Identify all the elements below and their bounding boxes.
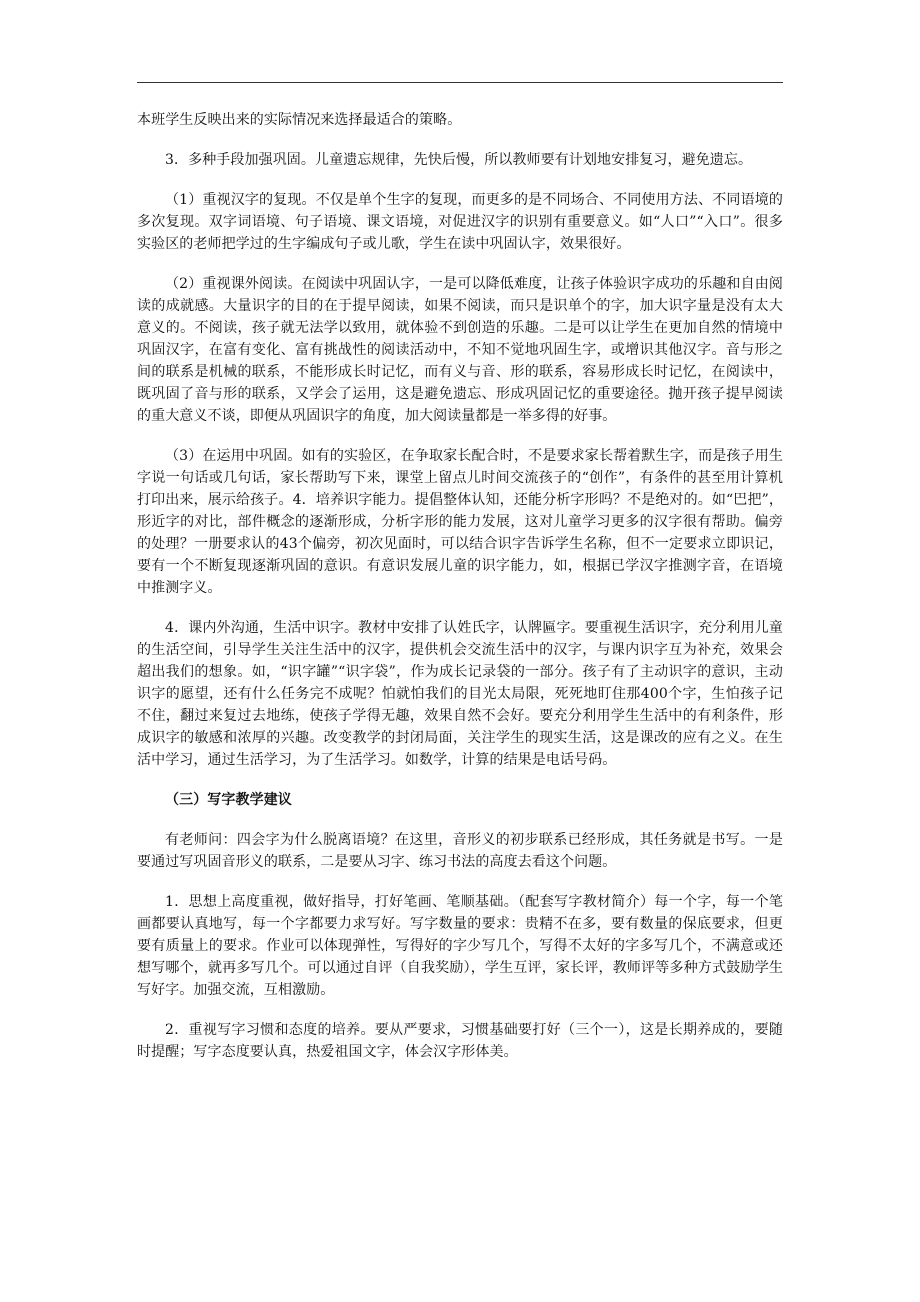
paragraph-character-recurrence: （1）重视汉字的复现。不仅是单个生字的复现，而更多的是不同场合、不同使用方法、不同语境的多次复现。双字词语境、句子语境、课文语境，对促进汉字的识别有重要意义。如“人口”“入口”。很多实验区的老师把学过的生字编成句子或儿歌，学生在读中巩固认字，效果很好。 [137, 192, 783, 252]
header-rule [137, 82, 783, 83]
paragraph-consolidation: 3．多种手段加强巩固。儿童遗忘规律，先快后慢，所以教师要有计划地安排复习，避免遗忘。 [165, 152, 753, 168]
paragraph-writing-guidance: 1．思想上高度重视，做好指导，打好笔画、笔顺基础。（配套写字教材简介）每一个字，每一个笔画都要认真地写，每一个字都要力求写好。写字数量的要求：贵精不在多，要有数量的保底要求，但更要有质量上的要求。作业可以体现弹性，写得好的字少写几个，写得不太好的字多写几个，不满意或还想写哪个，就再多写几个。可以通过自评（自我奖励），学生互评，家长评，教师评等多种方式鼓励学生写好字。加强交流，互相激励。 [137, 894, 783, 998]
paragraph-consolidate-in-use: （3）在运用中巩固。如有的实验区，在争取家长配合时，不是要求家长帮着默生字，而是孩子用生字说一句话或几句话，家长帮助写下来，课堂上留点儿时间交流孩子的“创作”，有条件的甚至用计算机打印出来，展示给孩子。4．培养识字能力。提倡整体认知，还能分析字形吗？不是绝对的。如“巴把”，形近字的对比，部件概念的逐渐形成，分析字形的能力发展，这对儿童学习更多的汉字很有帮助。偏旁的处理？一册要求认的43个偏旁，初次见面时，可以结合识字告诉学生名称，但不一定要求立即识记，要有一个不断复现逐渐巩固的意识。有意识发展儿童的识字能力，如，根据已学汉字推测字音，在语境中推测字义。 [137, 448, 783, 596]
section-heading-writing: （三）写字教学建议 [165, 792, 292, 808]
paragraph-writing-habits: 2．重视写字习惯和态度的培养。要从严要求，习惯基础要打好（三个一），这是长期养成的，要随时提醒；写字态度要认真，热爱祖国文字，体会汉字形体美。 [137, 1022, 783, 1060]
paragraph-strategy-end: 本班学生反映出来的实际情况来选择最适合的策略。 [137, 112, 462, 128]
paragraph-teacher-question: 有老师问：四会字为什么脱离语境？在这里，音形义的初步联系已经形成，其任务就是书写。一是要通过写巩固音形义的联系，二是要从习字、练习书法的高度去看这个问题。 [137, 832, 783, 870]
document-body [137, 109, 783, 1081]
paragraph-life-literacy: 4．课内外沟通，生活中识字。教材中安排了认姓氏字，认牌匾字。要重视生活识字，充分利用儿童的生活空间，引导学生关注生活中的汉字，提供机会交流生活中的汉字，与课内识字互为补充，效果会超出我们的想象。如，“识字罐”“识字袋”，作为成长记录袋的一部分。孩子有了主动识字的意识，主动识字的愿望，还有什么任务完不成呢？怕就怕我们的目光太局限，死死地盯住那400个字，生怕孩子记不住，翻过来复过去地练，使孩子学得无趣，效果自然不会好。要充分利用学生生活中的有利条件，形成识字的敏感和浓厚的兴趣。改变教学的封闭局面，关注学生的现实生活，这是课改的应有之义。在生活中学习，通过生活学习，为了生活学习。如数学，计算的结果是电话号码。 [137, 620, 783, 768]
paragraph-extracurricular-reading: （2）重视课外阅读。在阅读中巩固认字，一是可以降低难度，让孩子体验识字成功的乐趣和自由阅读的成就感。大量识字的目的在于提早阅读，如果不阅读，而只是识单个的字，加大识字量是没有太大意义的。不阅读，孩子就无法学以致用，就体验不到创造的乐趣。二是可以让学生在更加自然的情境中巩固汉字，在富有变化、富有挑战性的阅读活动中，不知不觉地巩固生字，或增识其他汉字。音与形之间的联系是机械的联系，不能形成长时记忆，而有义与音、形的联系，容易形成长时记忆，在阅读中，既巩固了音与形的联系，又学会了运用，这是避免遗忘、形成巩固记忆的重要途径。抛开孩子提早阅读的重大意义不谈，即便从巩固识字的角度，加大阅读量都是一举多得的好事。 [137, 276, 783, 424]
